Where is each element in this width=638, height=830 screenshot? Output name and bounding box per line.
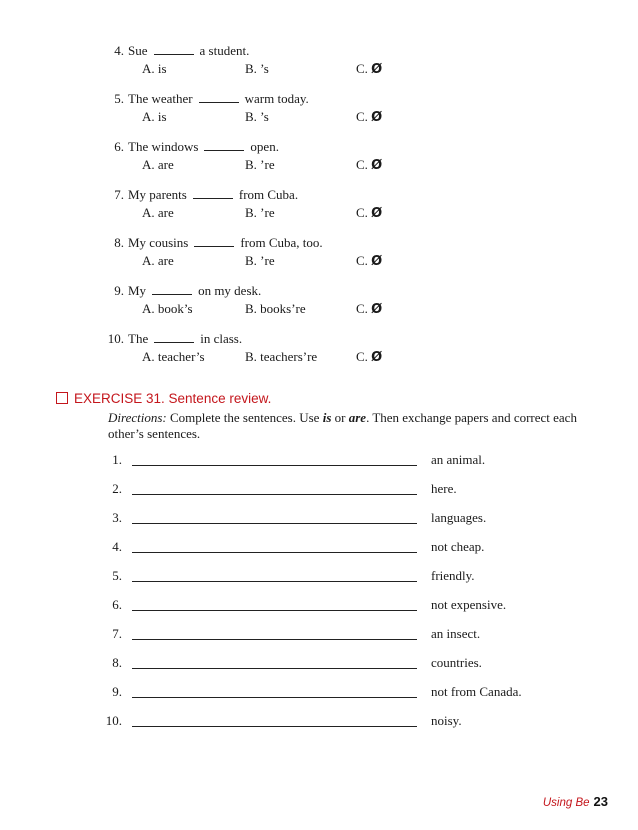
answer-blank [154, 43, 194, 55]
write-line [132, 639, 417, 640]
sentence-ending: here. [431, 481, 457, 496]
option-c [356, 253, 382, 270]
write-line [132, 668, 417, 669]
option-c-label: C. [356, 349, 368, 364]
sentence-ending: not from Canada. [431, 684, 522, 699]
write-line [132, 697, 417, 698]
directions-text: or [331, 410, 349, 425]
null-symbol: Ø [371, 302, 383, 317]
sentence-line [0, 481, 638, 501]
sentence-ending: an insect. [431, 626, 481, 641]
sentence-ending: noisy. [431, 713, 462, 728]
sentence-number: 2. [112, 481, 122, 496]
mc-item [0, 235, 638, 275]
sentence-number: 9. [112, 684, 122, 699]
mc-number: 9. [114, 283, 124, 298]
option-a: A. are [142, 205, 174, 220]
mc-item [0, 139, 638, 179]
option-b: B. ’re [245, 253, 275, 268]
option-c [356, 157, 382, 174]
sentence-line [0, 452, 638, 472]
option-c-label: C. [356, 157, 368, 172]
mc-stem-after: on my desk. [198, 283, 262, 298]
option-a: A. teacher’s [142, 349, 205, 364]
directions-label: Directions: [108, 410, 167, 425]
exercise-title: EXERCISE 31. Sentence review. [74, 391, 272, 406]
checkbox-square-icon [56, 392, 68, 404]
sentence-ending: friendly. [431, 568, 475, 583]
option-c-label: C. [356, 109, 368, 124]
null-symbol: Ø [371, 62, 383, 77]
null-symbol: Ø [371, 110, 383, 125]
option-c [356, 205, 382, 222]
sentence-ending: countries. [431, 655, 482, 670]
sentence-line [0, 568, 638, 588]
mc-stem-before: My parents [128, 187, 187, 202]
option-a: A. are [142, 253, 174, 268]
sentence-ending: an animal. [431, 452, 486, 467]
sentence-line [0, 684, 638, 704]
mc-stem-after: open. [250, 139, 279, 154]
mc-number: 6. [114, 139, 124, 154]
mc-stem-after: in class. [200, 331, 243, 346]
running-footer-label: Using Be [542, 797, 590, 809]
option-a: A. are [142, 157, 174, 172]
option-b: B. ’re [245, 157, 275, 172]
answer-blank [194, 235, 234, 247]
write-line [132, 581, 417, 582]
sentence-ending: not expensive. [431, 597, 507, 612]
mc-stem-before: Sue [128, 43, 148, 58]
sentence-ending: languages. [431, 510, 487, 525]
keyword-are: are [348, 410, 367, 425]
mc-item [0, 91, 638, 131]
sentence-line [0, 655, 638, 675]
sentence-number: 4. [112, 539, 122, 554]
sentence-number: 10. [105, 713, 122, 728]
null-symbol: Ø [371, 158, 383, 173]
option-b: B. books’re [245, 301, 306, 316]
mc-number: 4. [114, 43, 124, 58]
write-line [132, 465, 417, 466]
answer-blank [204, 139, 244, 151]
mc-number: 5. [114, 91, 124, 106]
option-b: B. teachers’re [245, 349, 318, 364]
mc-number: 8. [114, 235, 124, 250]
exercise-heading [56, 391, 271, 406]
option-a: A. is [142, 61, 167, 76]
mc-stem-after: warm today. [244, 91, 309, 106]
keyword-is: is [322, 410, 332, 425]
sentence-number: 5. [112, 568, 122, 583]
option-a: A. is [142, 109, 167, 124]
mc-number: 10. [107, 331, 124, 346]
mc-item [0, 43, 638, 83]
option-b: B. ’s [245, 109, 269, 124]
sentence-line [0, 510, 638, 530]
sentence-number: 7. [112, 626, 122, 641]
sentence-line [0, 539, 638, 559]
null-symbol: Ø [371, 350, 383, 365]
mc-item [0, 331, 638, 371]
page-number: 23 [593, 794, 608, 809]
mc-stem-after: a student. [199, 43, 250, 58]
option-c-label: C. [356, 61, 368, 76]
answer-blank [199, 91, 239, 103]
option-c-label: C. [356, 253, 368, 268]
option-c [356, 349, 382, 366]
option-b: B. ’re [245, 205, 275, 220]
mc-stem-after: from Cuba. [238, 187, 299, 202]
option-c-label: C. [356, 205, 368, 220]
null-symbol: Ø [371, 254, 383, 269]
null-symbol: Ø [371, 206, 383, 221]
write-line [132, 610, 417, 611]
option-c [356, 61, 382, 78]
write-line [132, 494, 417, 495]
mc-stem-after: from Cuba, too. [240, 235, 323, 250]
answer-blank [154, 331, 194, 343]
sentence-number: 6. [112, 597, 122, 612]
option-c [356, 301, 382, 318]
mc-stem-before: The weather [128, 91, 193, 106]
mc-stem-before: The windows [128, 139, 199, 154]
directions-text: . Then exchange papers and correct each other’s sentences. [108, 410, 577, 441]
sentence-line [0, 626, 638, 646]
answer-blank [152, 283, 192, 295]
option-b: B. ’s [245, 61, 269, 76]
mc-stem-before: My cousins [128, 235, 189, 250]
option-a: A. book’s [142, 301, 193, 316]
directions-text: Complete the sentences. Use [166, 410, 323, 425]
mc-item [0, 283, 638, 323]
mc-stem-before: My [128, 283, 147, 298]
write-line [132, 726, 417, 727]
sentence-number: 3. [112, 510, 122, 525]
write-line [132, 552, 417, 553]
sentence-number: 1. [112, 452, 122, 467]
mc-stem-before: The [128, 331, 149, 346]
mc-item [0, 187, 638, 227]
exercise-directions [108, 410, 578, 442]
answer-blank [193, 187, 233, 199]
sentence-line [0, 597, 638, 617]
sentence-line [0, 713, 638, 733]
option-c [356, 109, 382, 126]
page-footer [543, 794, 608, 809]
write-line [132, 523, 417, 524]
option-c-label: C. [356, 301, 368, 316]
sentence-ending: not cheap. [431, 539, 485, 554]
mc-number: 7. [114, 187, 124, 202]
sentence-number: 8. [112, 655, 122, 670]
